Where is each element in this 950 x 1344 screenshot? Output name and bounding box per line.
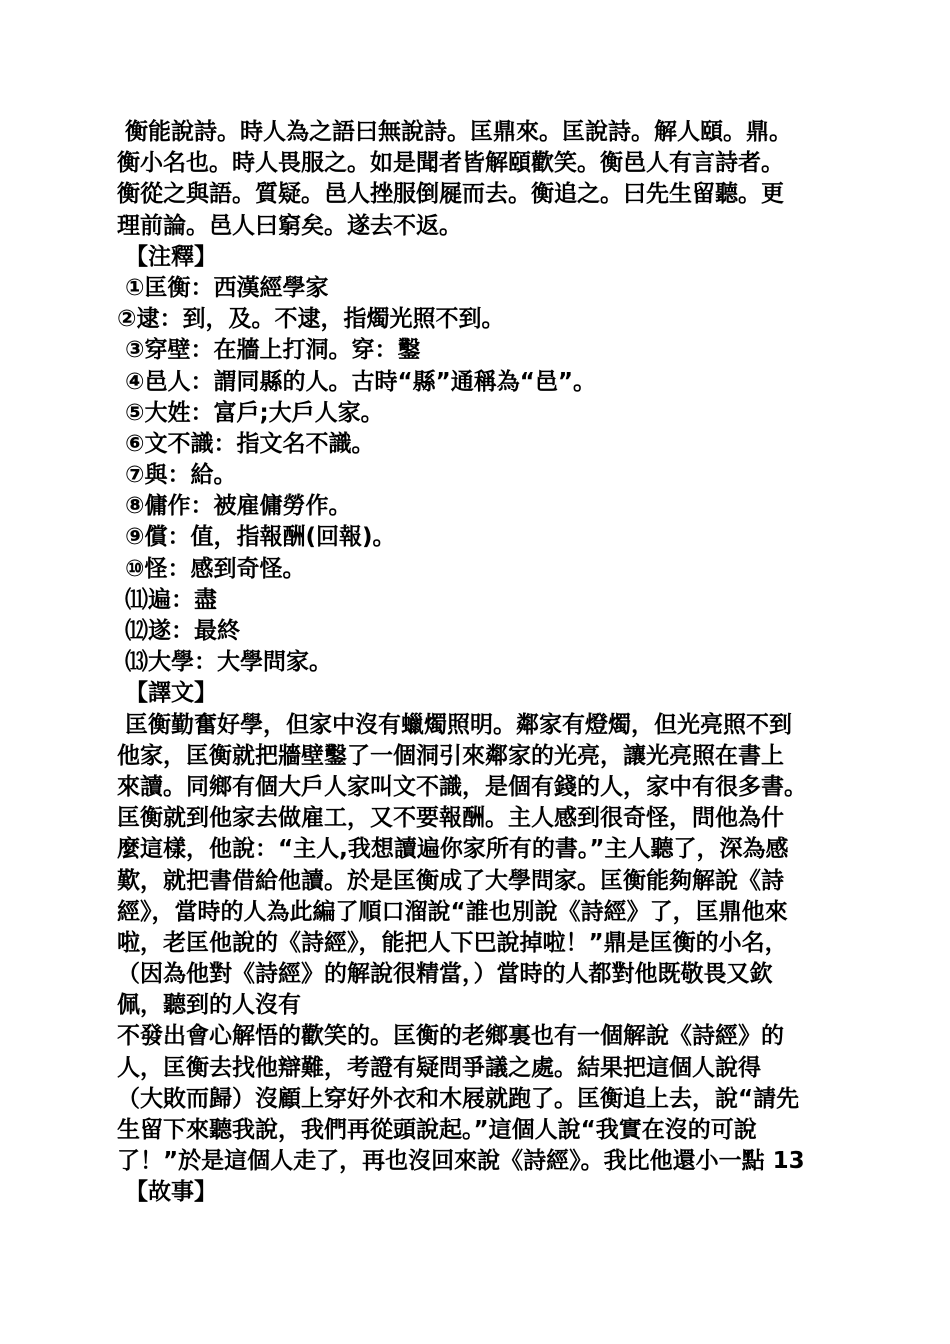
text-line: 來讀。同鄉有個大戶人家叫文不識，是個有錢的人，家中有很多書。 — [117, 773, 807, 800]
text-line: （因為他對《詩經》的解說很精當，）當時的人都對他既敬畏又欽 — [117, 961, 773, 988]
note-item: ⑿遂：最終 — [117, 618, 241, 644]
text-line: 衡能說詩。時人為之語曰無說詩。匡鼎來。匡說詩。解人頤。鼎。 — [117, 119, 793, 145]
text-line: （大敗而歸）沒顧上穿好外衣和木屐就跑了。匡衡追上去，說“請先 — [117, 1085, 800, 1112]
notes-list — [117, 273, 857, 678]
text-line: 人，匡衡去找他辯難，考證有疑問爭議之處。結果把這個人說得 — [117, 1054, 761, 1081]
text-line: 匡衡就到他家去做雇工，又不要報酬。主人感到很奇怪，問他為什 — [117, 805, 784, 832]
text-line: 佩，聽到的人沒有 — [117, 992, 301, 1019]
note-item: ⑤大姓：富戶;大戶人家。 — [117, 399, 384, 426]
note-item: ②逮：到，及。不逮，指燭光照不到。 — [117, 306, 505, 333]
text-line: 了！”於是這個人走了，再也沒回來說《詩經》。我比他還小一點 13 — [117, 1148, 805, 1175]
note-item: ⑥文不識：指文名不識。 — [117, 430, 375, 457]
note-item: ⑦與：給。 — [117, 462, 237, 489]
notes-heading: 【注釋】 — [117, 243, 218, 270]
story-heading: 【故事】 — [117, 1179, 218, 1206]
note-item: ⑾遍：盡 — [117, 586, 218, 613]
text-line: 麼這樣，他說：“主人,我想讀遍你家所有的書。”主人聽了，深為感 — [117, 836, 789, 863]
note-item: ⒀大學：大學問家。 — [117, 649, 333, 676]
text-line: 歎，就把書借給他讀。於是匡衡成了大學問家。匡衡能夠解說《詩 — [117, 867, 784, 894]
note-item: ⑧傭作：被雇傭勞作。 — [117, 493, 352, 520]
text-line: 匡衡勤奮好學，但家中沒有蠟燭照明。鄰家有燈燭，但光亮照不到 — [117, 711, 793, 738]
note-item: ⑨償：值，指報酬(回報)。 — [117, 524, 396, 551]
translation-paragraph — [117, 710, 857, 1178]
note-item: ④邑人：謂同縣的人。古時“縣”通稱為“邑”。 — [117, 368, 596, 395]
text-line: 不發出會心解悟的歡笑的。匡衡的老鄉裏也有一個解說《詩經》的 — [117, 1023, 784, 1050]
text-line: 他家，匡衡就把牆壁鑿了一個洞引來鄰家的光亮，讓光亮照在書上 — [117, 742, 784, 769]
text-line: 衡小名也。時人畏服之。如是聞者皆解頤歡笑。衡邑人有言詩者。 — [117, 150, 784, 177]
note-item: ⑩怪：感到奇怪。 — [117, 555, 306, 582]
note-item: ①匡衡：西漢經學家 — [117, 274, 329, 301]
text-line: 生留下來聽我說，我們再從頭說起。”這個人說“我實在沒的可說 — [117, 1117, 757, 1143]
note-item: ③穿壁：在牆上打洞。穿：鑿 — [117, 337, 421, 364]
story-paragraph — [117, 117, 857, 242]
text-line: 衡從之與語。質疑。邑人挫服倒屣而去。衡追之。曰先生留聽。更 — [117, 181, 784, 208]
text-line: 啦，老匡他說的《詩經》，能把人下巴說掉啦！”鼎是匡衡的小名， — [117, 929, 788, 956]
document-body — [117, 117, 857, 1209]
text-line: 經》，當時的人為此編了順口溜說“誰也別說《詩經》了，匡鼎他來 — [117, 898, 788, 925]
translation-heading: 【譯文】 — [117, 680, 218, 707]
text-line: 理前論。邑人曰窮矣。遂去不返。 — [117, 212, 462, 239]
